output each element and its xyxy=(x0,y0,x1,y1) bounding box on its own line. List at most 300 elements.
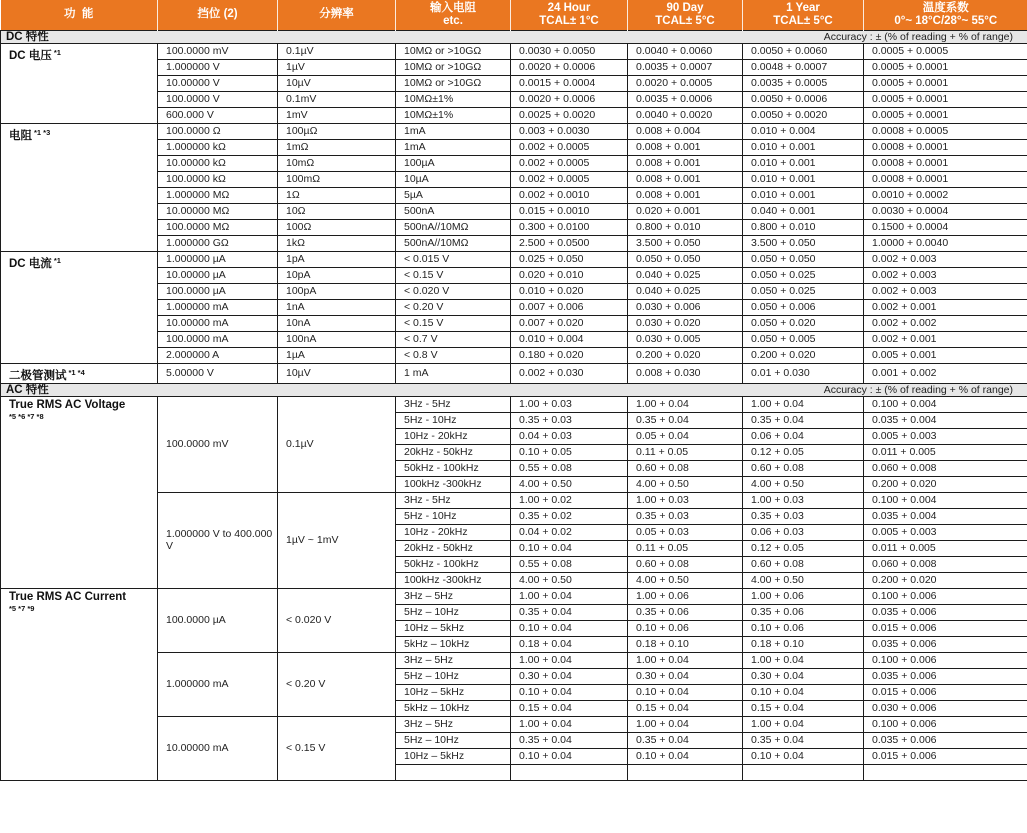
accuracy-24hour-cell: 0.35 + 0.04 xyxy=(511,604,628,620)
range-cell: 1.000000 GΩ xyxy=(158,235,278,251)
tempco-cell: 0.100 + 0.004 xyxy=(864,396,1027,412)
accuracy-90day-cell: 0.800 + 0.010 xyxy=(628,219,743,235)
accuracy-1year-cell: 0.35 + 0.04 xyxy=(743,732,864,748)
accuracy-90day-cell: 0.040 + 0.025 xyxy=(628,267,743,283)
accuracy-90day-cell: 0.0035 + 0.0007 xyxy=(628,59,743,75)
table-row xyxy=(1,363,1027,383)
accuracy-1year-cell: 0.35 + 0.04 xyxy=(743,412,864,428)
col-header-line2: TCAL± 5°C xyxy=(655,14,715,27)
accuracy-24hour-cell: 0.010 + 0.004 xyxy=(511,331,628,347)
accuracy-90day-cell: 1.00 + 0.04 xyxy=(628,716,743,732)
input-cell: 10µA xyxy=(396,171,511,187)
tempco-cell: 0.002 + 0.001 xyxy=(864,299,1027,315)
accuracy-90day-cell: 0.30 + 0.04 xyxy=(628,668,743,684)
tempco-cell: 0.0030 + 0.0004 xyxy=(864,203,1027,219)
tempco-cell: 0.0008 + 0.0005 xyxy=(864,123,1027,139)
accuracy-24hour-cell: 0.010 + 0.020 xyxy=(511,283,628,299)
accuracy-24hour-cell: 0.002 + 0.0005 xyxy=(511,139,628,155)
accuracy-90day-cell: 1.00 + 0.04 xyxy=(628,396,743,412)
tempco-cell: 1.0000 + 0.0040 xyxy=(864,235,1027,251)
freq-band-cell: 3Hz - 5Hz xyxy=(396,492,511,508)
accuracy-1year-cell: 0.0050 + 0.0006 xyxy=(743,91,864,107)
freq-band-cell xyxy=(396,764,511,780)
accuracy-24hour-cell: 0.18 + 0.04 xyxy=(511,636,628,652)
accuracy-90day-cell: 0.05 + 0.04 xyxy=(628,428,743,444)
tempco-cell: 0.035 + 0.006 xyxy=(864,604,1027,620)
function-cell xyxy=(1,396,158,588)
accuracy-24hour-cell: 1.00 + 0.04 xyxy=(511,716,628,732)
accuracy-90day-cell: 1.00 + 0.03 xyxy=(628,492,743,508)
input-cell: 10MΩ±1% xyxy=(396,107,511,123)
range-cell: 100.0000 mA xyxy=(158,331,278,347)
range-cell: 100.0000 V xyxy=(158,91,278,107)
resolution-cell: 100pA xyxy=(278,283,396,299)
col-header-90day xyxy=(628,0,743,30)
accuracy-1year-cell: 0.010 + 0.001 xyxy=(743,139,864,155)
function-footnote: *5 *6 *7 *8 xyxy=(9,411,44,421)
accuracy-90day-cell: 3.500 + 0.050 xyxy=(628,235,743,251)
input-cell: < 0.8 V xyxy=(396,347,511,363)
section-band-ac xyxy=(1,383,1027,396)
accuracy-90day-cell: 0.008 + 0.001 xyxy=(628,139,743,155)
range-cell: 1.000000 mA xyxy=(158,652,278,716)
accuracy-90day-cell: 0.11 + 0.05 xyxy=(628,444,743,460)
accuracy-24hour-cell: 0.0020 + 0.0006 xyxy=(511,91,628,107)
tempco-cell: 0.060 + 0.008 xyxy=(864,556,1027,572)
input-cell: 500nA//10MΩ xyxy=(396,219,511,235)
accuracy-1year-cell: 0.010 + 0.001 xyxy=(743,187,864,203)
tempco-cell: 0.015 + 0.006 xyxy=(864,684,1027,700)
col-header-line2: TCAL± 1°C xyxy=(539,14,599,27)
col-header-line1: 挡位 (2) xyxy=(197,8,238,21)
tempco-cell: 0.030 + 0.006 xyxy=(864,700,1027,716)
accuracy-24hour-cell: 0.55 + 0.08 xyxy=(511,460,628,476)
accuracy-24hour-cell: 0.003 + 0.0030 xyxy=(511,123,628,139)
accuracy-90day-cell: 0.10 + 0.04 xyxy=(628,684,743,700)
accuracy-90day-cell: 0.0040 + 0.0020 xyxy=(628,107,743,123)
accuracy-1year-cell: 0.10 + 0.04 xyxy=(743,748,864,764)
resolution-cell: 0.1mV xyxy=(278,91,396,107)
resolution-cell: 100µΩ xyxy=(278,123,396,139)
accuracy-90day-cell: 0.05 + 0.03 xyxy=(628,524,743,540)
accuracy-90day-cell: 4.00 + 0.50 xyxy=(628,572,743,588)
resolution-cell: 10mΩ xyxy=(278,155,396,171)
accuracy-24hour-cell: 0.020 + 0.010 xyxy=(511,267,628,283)
resolution-cell: 1µV ~ 1mV xyxy=(278,492,396,588)
range-cell: 100.0000 Ω xyxy=(158,123,278,139)
table-row xyxy=(1,396,1027,412)
resolution-cell: 0.1µV xyxy=(278,396,396,492)
tempco-cell: 0.0005 + 0.0005 xyxy=(864,43,1027,59)
freq-band-cell: 10Hz – 5kHz xyxy=(396,748,511,764)
section-title: DC 特性 xyxy=(6,30,49,43)
range-cell: 10.00000 mA xyxy=(158,716,278,780)
accuracy-1year-cell: 0.010 + 0.001 xyxy=(743,155,864,171)
col-header-line2: 0°~ 18°C/28°~ 55°C xyxy=(894,14,998,27)
range-cell: 100.0000 µA xyxy=(158,283,278,299)
col-header-input-impedance xyxy=(396,0,511,30)
function-name: DC 电压 xyxy=(9,49,52,62)
tempco-cell: 0.200 + 0.020 xyxy=(864,572,1027,588)
accuracy-24hour-cell: 0.04 + 0.03 xyxy=(511,428,628,444)
tempco-cell: 0.0005 + 0.0001 xyxy=(864,107,1027,123)
input-cell: 1 mA xyxy=(396,363,511,383)
accuracy-1year-cell: 1.00 + 0.04 xyxy=(743,396,864,412)
accuracy-24hour-cell: 0.10 + 0.04 xyxy=(511,748,628,764)
function-name: True RMS AC Voltage xyxy=(9,398,126,411)
function-name: True RMS AC Current xyxy=(9,590,127,603)
tempco-cell: 0.005 + 0.003 xyxy=(864,428,1027,444)
accuracy-1year-cell xyxy=(743,764,864,780)
accuracy-90day-cell: 0.030 + 0.020 xyxy=(628,315,743,331)
accuracy-24hour-cell: 0.30 + 0.04 xyxy=(511,668,628,684)
accuracy-1year-cell: 0.30 + 0.04 xyxy=(743,668,864,684)
freq-band-cell: 5Hz - 10Hz xyxy=(396,412,511,428)
accuracy-90day-cell: 0.15 + 0.04 xyxy=(628,700,743,716)
function-cell xyxy=(1,123,158,251)
resolution-cell: < 0.20 V xyxy=(278,652,396,716)
tempco-cell: 0.002 + 0.003 xyxy=(864,251,1027,267)
function-footnote: *1 xyxy=(53,255,61,265)
accuracy-24hour-cell: 0.10 + 0.04 xyxy=(511,620,628,636)
tempco-cell: 0.100 + 0.006 xyxy=(864,588,1027,604)
tempco-cell: 0.005 + 0.003 xyxy=(864,524,1027,540)
table-row xyxy=(1,588,1027,604)
accuracy-24hour-cell: 0.04 + 0.02 xyxy=(511,524,628,540)
accuracy-90day-cell: 0.200 + 0.020 xyxy=(628,347,743,363)
freq-band-cell: 3Hz – 5Hz xyxy=(396,652,511,668)
accuracy-24hour-cell: 0.007 + 0.006 xyxy=(511,299,628,315)
tempco-cell: 0.002 + 0.002 xyxy=(864,315,1027,331)
accuracy-90day-cell: 0.0020 + 0.0005 xyxy=(628,75,743,91)
resolution-cell: 1mΩ xyxy=(278,139,396,155)
accuracy-1year-cell: 0.60 + 0.08 xyxy=(743,460,864,476)
section-band-wrap xyxy=(1,384,1027,396)
accuracy-24hour-cell: 0.300 + 0.0100 xyxy=(511,219,628,235)
accuracy-24hour-cell: 0.0020 + 0.0006 xyxy=(511,59,628,75)
tempco-cell xyxy=(864,764,1027,780)
input-cell: 10MΩ or >10GΩ xyxy=(396,75,511,91)
accuracy-24hour-cell: 0.35 + 0.03 xyxy=(511,412,628,428)
accuracy-1year-cell: 4.00 + 0.50 xyxy=(743,476,864,492)
accuracy-1year-cell: 0.60 + 0.08 xyxy=(743,556,864,572)
range-cell: 100.0000 kΩ xyxy=(158,171,278,187)
section-band-row xyxy=(1,383,1027,396)
function-name: 二极管测试 xyxy=(9,369,67,382)
accuracy-1year-cell: 0.0050 + 0.0060 xyxy=(743,43,864,59)
accuracy-1year-cell: 0.010 + 0.004 xyxy=(743,123,864,139)
accuracy-90day-cell: 0.0040 + 0.0060 xyxy=(628,43,743,59)
accuracy-1year-cell: 0.050 + 0.005 xyxy=(743,331,864,347)
accuracy-1year-cell: 1.00 + 0.04 xyxy=(743,716,864,732)
resolution-cell: 10µV xyxy=(278,75,396,91)
accuracy-90day-cell: 0.030 + 0.005 xyxy=(628,331,743,347)
accuracy-1year-cell: 0.050 + 0.020 xyxy=(743,315,864,331)
accuracy-1year-cell: 0.200 + 0.020 xyxy=(743,347,864,363)
accuracy-1year-cell: 0.06 + 0.04 xyxy=(743,428,864,444)
resolution-cell: 10nA xyxy=(278,315,396,331)
accuracy-1year-cell: 1.00 + 0.06 xyxy=(743,588,864,604)
accuracy-90day-cell: 0.020 + 0.001 xyxy=(628,203,743,219)
accuracy-24hour-cell: 0.35 + 0.04 xyxy=(511,732,628,748)
col-header-line2: etc. xyxy=(443,14,463,27)
accuracy-note: Accuracy : ± (% of reading + % of range) xyxy=(823,383,1013,396)
freq-band-cell: 50kHz - 100kHz xyxy=(396,460,511,476)
freq-band-cell: 3Hz – 5Hz xyxy=(396,716,511,732)
range-cell: 10.00000 µA xyxy=(158,267,278,283)
accuracy-90day-cell: 4.00 + 0.50 xyxy=(628,476,743,492)
section-band-wrap xyxy=(1,31,1027,43)
tempco-cell: 0.015 + 0.006 xyxy=(864,620,1027,636)
input-cell: 1mA xyxy=(396,139,511,155)
accuracy-90day-cell: 0.008 + 0.004 xyxy=(628,123,743,139)
tempco-cell: 0.035 + 0.006 xyxy=(864,636,1027,652)
tempco-cell: 0.015 + 0.006 xyxy=(864,748,1027,764)
resolution-cell: < 0.15 V xyxy=(278,716,396,780)
accuracy-24hour-cell: 0.35 + 0.02 xyxy=(511,508,628,524)
input-cell: 5µA xyxy=(396,187,511,203)
input-cell: < 0.20 V xyxy=(396,299,511,315)
freq-band-cell: 5kHz – 10kHz xyxy=(396,636,511,652)
freq-band-cell: 20kHz - 50kHz xyxy=(396,540,511,556)
accuracy-90day-cell: 0.35 + 0.04 xyxy=(628,732,743,748)
resolution-cell: 1mV xyxy=(278,107,396,123)
function-cell xyxy=(1,43,158,123)
tempco-cell: 0.005 + 0.001 xyxy=(864,347,1027,363)
range-cell: 1.000000 mA xyxy=(158,299,278,315)
tempco-cell: 0.002 + 0.001 xyxy=(864,331,1027,347)
tempco-cell: 0.0008 + 0.0001 xyxy=(864,139,1027,155)
tempco-cell: 0.1500 + 0.0004 xyxy=(864,219,1027,235)
col-header-line1: 功 能 xyxy=(64,8,94,21)
resolution-cell: 10Ω xyxy=(278,203,396,219)
freq-band-cell: 5Hz - 10Hz xyxy=(396,508,511,524)
accuracy-90day-cell: 0.18 + 0.10 xyxy=(628,636,743,652)
accuracy-24hour-cell: 4.00 + 0.50 xyxy=(511,476,628,492)
accuracy-24hour-cell: 0.55 + 0.08 xyxy=(511,556,628,572)
freq-band-cell: 5Hz – 10Hz xyxy=(396,732,511,748)
accuracy-1year-cell: 0.800 + 0.010 xyxy=(743,219,864,235)
tempco-cell: 0.035 + 0.006 xyxy=(864,668,1027,684)
accuracy-24hour-cell: 1.00 + 0.03 xyxy=(511,396,628,412)
col-header-resolution xyxy=(278,0,396,30)
accuracy-90day-cell: 0.10 + 0.06 xyxy=(628,620,743,636)
input-cell: < 0.015 V xyxy=(396,251,511,267)
resolution-cell: 1µV xyxy=(278,59,396,75)
range-cell: 5.00000 V xyxy=(158,363,278,383)
input-cell: < 0.020 V xyxy=(396,283,511,299)
accuracy-24hour-cell: 0.015 + 0.0010 xyxy=(511,203,628,219)
freq-band-cell: 10Hz - 20kHz xyxy=(396,524,511,540)
col-header-line1: 分辨率 xyxy=(319,8,354,21)
tempco-cell: 0.002 + 0.003 xyxy=(864,267,1027,283)
accuracy-24hour-cell xyxy=(511,764,628,780)
tempco-cell: 0.011 + 0.005 xyxy=(864,540,1027,556)
resolution-cell: 1kΩ xyxy=(278,235,396,251)
accuracy-24hour-cell: 0.0025 + 0.0020 xyxy=(511,107,628,123)
range-cell: 600.000 V xyxy=(158,107,278,123)
accuracy-1year-cell: 0.35 + 0.06 xyxy=(743,604,864,620)
accuracy-90day-cell: 0.0035 + 0.0006 xyxy=(628,91,743,107)
col-header-function xyxy=(1,0,158,30)
accuracy-1year-cell: 0.06 + 0.03 xyxy=(743,524,864,540)
col-header-range xyxy=(158,0,278,30)
accuracy-1year-cell: 0.010 + 0.001 xyxy=(743,171,864,187)
tempco-cell: 0.0008 + 0.0001 xyxy=(864,171,1027,187)
freq-band-cell: 20kHz - 50kHz xyxy=(396,444,511,460)
accuracy-1year-cell: 0.12 + 0.05 xyxy=(743,540,864,556)
resolution-cell: 100mΩ xyxy=(278,171,396,187)
freq-band-cell: 100kHz -300kHz xyxy=(396,572,511,588)
accuracy-1year-cell: 0.040 + 0.001 xyxy=(743,203,864,219)
freq-band-cell: 3Hz – 5Hz xyxy=(396,588,511,604)
accuracy-1year-cell: 0.01 + 0.030 xyxy=(743,363,864,383)
accuracy-1year-cell: 0.0050 + 0.0020 xyxy=(743,107,864,123)
input-cell: < 0.7 V xyxy=(396,331,511,347)
accuracy-1year-cell: 0.050 + 0.025 xyxy=(743,267,864,283)
accuracy-24hour-cell: 2.500 + 0.0500 xyxy=(511,235,628,251)
accuracy-90day-cell: 0.35 + 0.04 xyxy=(628,412,743,428)
freq-band-cell: 5Hz – 10Hz xyxy=(396,604,511,620)
tempco-cell: 0.100 + 0.006 xyxy=(864,652,1027,668)
tempco-cell: 0.060 + 0.008 xyxy=(864,460,1027,476)
accuracy-90day-cell: 0.60 + 0.08 xyxy=(628,460,743,476)
accuracy-1year-cell: 1.00 + 0.03 xyxy=(743,492,864,508)
resolution-cell: 1pA xyxy=(278,251,396,267)
range-cell: 10.00000 mA xyxy=(158,315,278,331)
freq-band-cell: 10Hz - 20kHz xyxy=(396,428,511,444)
accuracy-24hour-cell: 0.0030 + 0.0050 xyxy=(511,43,628,59)
range-cell: 100.0000 MΩ xyxy=(158,219,278,235)
input-cell: 10MΩ or >10GΩ xyxy=(396,43,511,59)
accuracy-90day-cell: 0.008 + 0.001 xyxy=(628,187,743,203)
input-cell: 500nA xyxy=(396,203,511,219)
accuracy-90day-cell: 0.008 + 0.001 xyxy=(628,171,743,187)
col-header-24hour xyxy=(511,0,628,30)
function-footnote: *1 *3 xyxy=(34,127,51,137)
accuracy-1year-cell: 0.050 + 0.050 xyxy=(743,251,864,267)
tempco-cell: 0.0008 + 0.0001 xyxy=(864,155,1027,171)
tempco-cell: 0.0010 + 0.0002 xyxy=(864,187,1027,203)
freq-band-cell: 5Hz – 10Hz xyxy=(396,668,511,684)
accuracy-24hour-cell: 0.002 + 0.0010 xyxy=(511,187,628,203)
range-cell: 100.0000 mV xyxy=(158,396,278,492)
accuracy-90day-cell: 0.35 + 0.03 xyxy=(628,508,743,524)
accuracy-24hour-cell: 0.007 + 0.020 xyxy=(511,315,628,331)
accuracy-90day-cell: 0.60 + 0.08 xyxy=(628,556,743,572)
input-cell: < 0.15 V xyxy=(396,315,511,331)
accuracy-90day-cell: 0.030 + 0.006 xyxy=(628,299,743,315)
resolution-cell: 10µV xyxy=(278,363,396,383)
input-cell: 500nA//10MΩ xyxy=(396,235,511,251)
freq-band-cell: 3Hz - 5Hz xyxy=(396,396,511,412)
range-cell: 1.000000 MΩ xyxy=(158,187,278,203)
input-cell: 10MΩ or >10GΩ xyxy=(396,59,511,75)
input-cell: 100µA xyxy=(396,155,511,171)
accuracy-24hour-cell: 0.10 + 0.04 xyxy=(511,684,628,700)
range-cell: 10.00000 MΩ xyxy=(158,203,278,219)
accuracy-90day-cell: 0.11 + 0.05 xyxy=(628,540,743,556)
resolution-cell: 1nA xyxy=(278,299,396,315)
col-header-line2: TCAL± 5°C xyxy=(773,14,833,27)
accuracy-24hour-cell: 0.10 + 0.04 xyxy=(511,540,628,556)
col-header-tempco xyxy=(864,0,1027,30)
resolution-cell: 1µA xyxy=(278,347,396,363)
accuracy-24hour-cell: 0.15 + 0.04 xyxy=(511,700,628,716)
resolution-cell: 100nA xyxy=(278,331,396,347)
range-cell: 100.0000 mV xyxy=(158,43,278,59)
accuracy-90day-cell: 0.10 + 0.04 xyxy=(628,748,743,764)
tempco-cell: 0.035 + 0.004 xyxy=(864,412,1027,428)
accuracy-24hour-cell: 0.002 + 0.0005 xyxy=(511,171,628,187)
accuracy-90day-cell: 0.35 + 0.06 xyxy=(628,604,743,620)
accuracy-24hour-cell: 4.00 + 0.50 xyxy=(511,572,628,588)
freq-band-cell: 10Hz – 5kHz xyxy=(396,684,511,700)
accuracy-90day-cell: 1.00 + 0.06 xyxy=(628,588,743,604)
tempco-cell: 0.200 + 0.020 xyxy=(864,476,1027,492)
accuracy-1year-cell: 4.00 + 0.50 xyxy=(743,572,864,588)
range-cell: 10.00000 V xyxy=(158,75,278,91)
resolution-cell: < 0.020 V xyxy=(278,588,396,652)
input-cell: 1mA xyxy=(396,123,511,139)
tempco-cell: 0.002 + 0.003 xyxy=(864,283,1027,299)
table-row xyxy=(1,251,1027,267)
accuracy-24hour-cell: 0.002 + 0.030 xyxy=(511,363,628,383)
accuracy-1year-cell: 0.10 + 0.04 xyxy=(743,684,864,700)
resolution-cell: 0.1µV xyxy=(278,43,396,59)
tempco-cell: 0.0005 + 0.0001 xyxy=(864,75,1027,91)
accuracy-note: Accuracy : ± (% of reading + % of range) xyxy=(823,30,1013,43)
accuracy-24hour-cell: 1.00 + 0.04 xyxy=(511,652,628,668)
function-cell xyxy=(1,363,158,383)
accuracy-1year-cell: 0.0048 + 0.0007 xyxy=(743,59,864,75)
accuracy-24hour-cell: 0.0015 + 0.0004 xyxy=(511,75,628,91)
section-band-dc xyxy=(1,30,1027,43)
accuracy-90day-cell: 0.050 + 0.050 xyxy=(628,251,743,267)
tempco-cell: 0.100 + 0.004 xyxy=(864,492,1027,508)
accuracy-24hour-cell: 0.180 + 0.020 xyxy=(511,347,628,363)
accuracy-24hour-cell: 0.025 + 0.050 xyxy=(511,251,628,267)
accuracy-1year-cell: 0.0035 + 0.0005 xyxy=(743,75,864,91)
accuracy-90day-cell: 0.008 + 0.030 xyxy=(628,363,743,383)
resolution-cell: 10pA xyxy=(278,267,396,283)
range-cell: 100.0000 µA xyxy=(158,588,278,652)
accuracy-1year-cell: 0.10 + 0.06 xyxy=(743,620,864,636)
resolution-cell: 100Ω xyxy=(278,219,396,235)
accuracy-1year-cell: 0.050 + 0.025 xyxy=(743,283,864,299)
tempco-cell: 0.011 + 0.005 xyxy=(864,444,1027,460)
accuracy-90day-cell: 0.008 + 0.001 xyxy=(628,155,743,171)
tempco-cell: 0.001 + 0.002 xyxy=(864,363,1027,383)
accuracy-1year-cell: 1.00 + 0.04 xyxy=(743,652,864,668)
range-cell: 1.000000 V to 400.000 V xyxy=(158,492,278,588)
freq-band-cell: 50kHz - 100kHz xyxy=(396,556,511,572)
section-title: AC 特性 xyxy=(6,383,49,396)
col-header-line1: 24 Hour xyxy=(547,1,591,14)
col-header-line1: 1 Year xyxy=(786,1,820,14)
accuracy-24hour-cell: 0.10 + 0.05 xyxy=(511,444,628,460)
tempco-cell: 0.0005 + 0.0001 xyxy=(864,91,1027,107)
accuracy-90day-cell xyxy=(628,764,743,780)
table-row xyxy=(1,43,1027,59)
tempco-cell: 0.0005 + 0.0001 xyxy=(864,59,1027,75)
header-row xyxy=(1,0,1027,30)
col-header-line1: 温度系数 xyxy=(922,1,969,14)
function-cell xyxy=(1,251,158,363)
tempco-cell: 0.035 + 0.006 xyxy=(864,732,1027,748)
function-footnote: *5 *7 *9 xyxy=(9,603,35,613)
range-cell: 1.000000 V xyxy=(158,59,278,75)
